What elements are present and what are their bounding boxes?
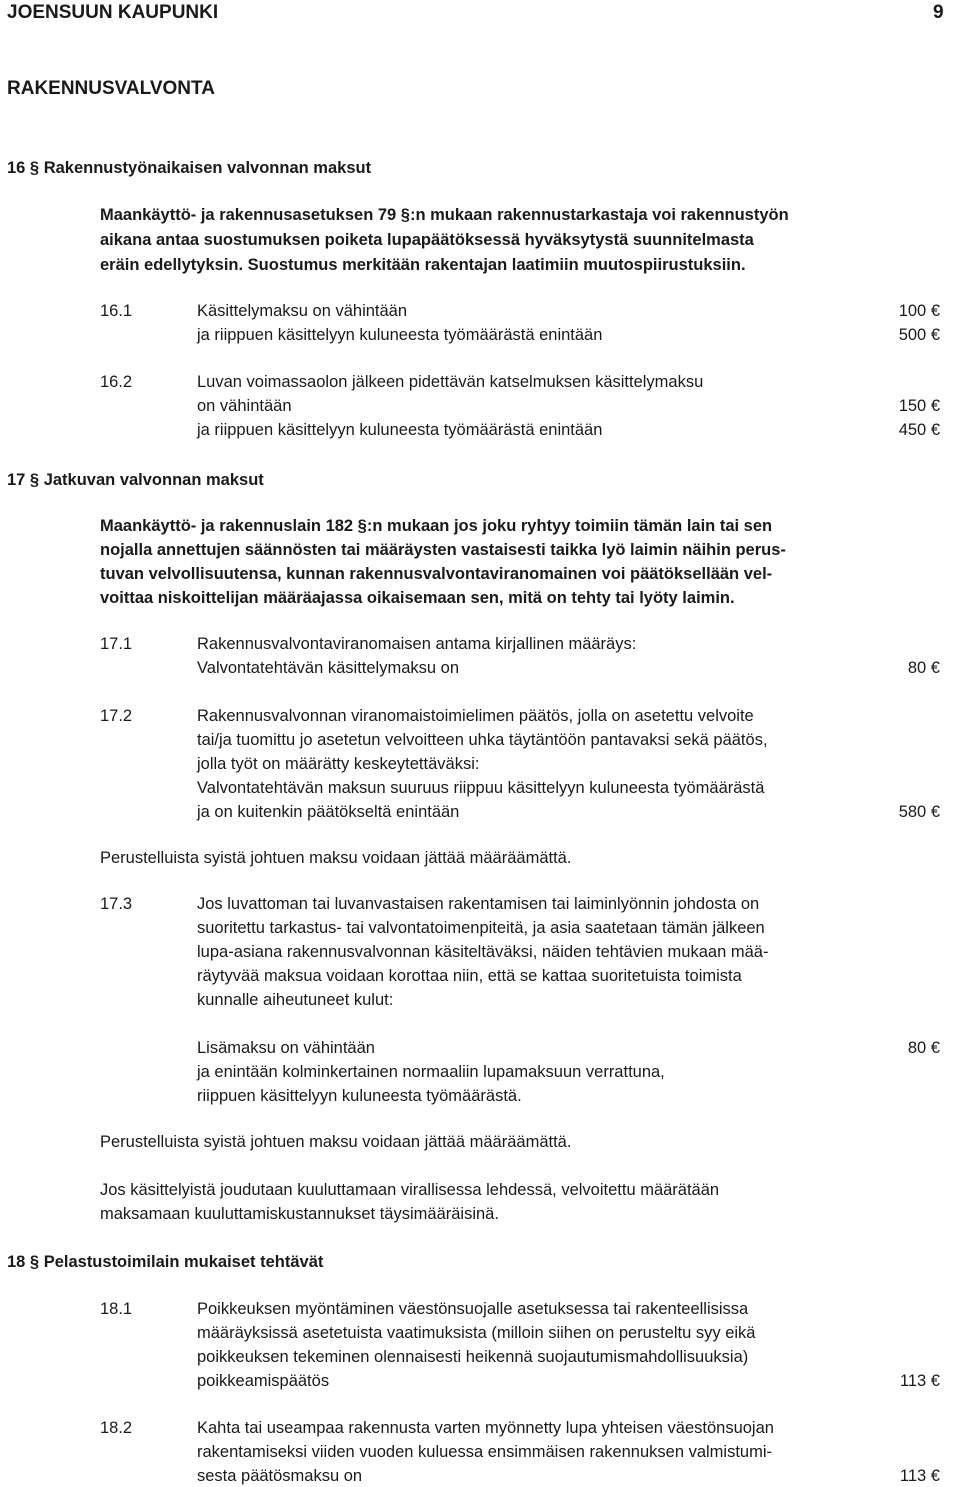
section-17-intro-line: Maankäyttö- ja rakennuslain 182 §:n mukaan jos joku ryhtyy toimiin tämän lain tai sen: [100, 517, 773, 535]
item-17-3-text: ja enintään kolminkertainen normaaliin lupamaksuun verrattuna,: [197, 1063, 665, 1081]
item-number-16-2: 16.2: [100, 373, 133, 391]
note-publication: maksamaan kuuluttamiskustannukset täysimääräisinä.: [100, 1205, 499, 1223]
item-17-1-text: Valvontatehtävän käsittelymaksu on: [197, 659, 460, 677]
item-17-3-text: suoritettu tarkastus- tai valvontatoimenpiteitä, ja asia saatetaan tämän jälkeen: [197, 919, 765, 937]
note-waiver: Perustelluista syistä johtuen maksu voidaan jättää määräämättä.: [100, 1133, 572, 1151]
section-16-intro-line: eräin edellytyksin. Suostumus merkitään rakentajan laatimiin muutospiirustuksiin.: [100, 256, 746, 274]
item-18-2-text: rakentamiseksi viiden vuoden kuluessa ensimmäisen rakennuksen valmistumi-: [197, 1443, 773, 1461]
item-16-1-text: ja riippuen käsittelyyn kuluneesta työmäärästä enintään: [197, 326, 603, 344]
section-16-title: 16 § Rakennustyönaikaisen valvonnan maksut: [7, 159, 372, 177]
item-17-3-amount: 80 €: [907, 1039, 940, 1057]
item-16-1-amount-max: 500 €: [898, 326, 940, 344]
item-18-2-text: sesta päätösmaksu on: [197, 1467, 363, 1485]
item-17-2-text: tai/ja tuomittu jo asetetun velvoitteen uhka täytäntöön pantavaksi sekä päätös,: [197, 731, 768, 749]
item-18-1-text: Poikkeuksen myöntäminen väestönsuojalle asetuksessa tai rakenteellisissa: [197, 1300, 749, 1318]
page-title: RAKENNUSVALVONTA: [7, 78, 215, 99]
section-17-intro-line: tuvan velvollisuutensa, kunnan rakennusvalvontaviranomainen voi päätöksellään vel-: [100, 565, 773, 583]
item-number-17-1: 17.1: [100, 635, 133, 653]
item-18-1-text: poikkeuksen tekeminen olennaisesti heikennä suojautumismahdollisuuksia): [197, 1348, 749, 1366]
item-18-1-text: poikkeamispäätös: [197, 1372, 330, 1390]
section-17-title: 17 § Jatkuvan valvonnan maksut: [7, 471, 264, 489]
item-17-3-text: lupa-asiana rakennusvalvonnan käsiteltäväksi, näiden tehtävien mukaan mää-: [197, 943, 769, 961]
item-number-17-3: 17.3: [100, 895, 133, 913]
item-17-3-text: riippuen käsittelyyn kuluneesta työmäärästä.: [197, 1087, 522, 1105]
section-16-intro-line: Maankäyttö- ja rakennusasetuksen 79 §:n mukaan rakennustarkastaja voi rakennustyön: [100, 206, 789, 224]
item-18-1-amount: 113 €: [899, 1372, 940, 1390]
item-17-3-text: Lisämaksu on vähintään: [197, 1039, 375, 1057]
section-18-title: 18 § Pelastustoimilain mukaiset tehtävät: [7, 1253, 324, 1271]
item-17-3-text: kunnalle aiheutuneet kulut:: [197, 991, 394, 1009]
item-17-1-amount: 80 €: [907, 659, 940, 677]
item-17-2-text: jolla työt on määrätty keskeytettäväksi:: [197, 755, 480, 773]
item-17-3-text: Jos luvattoman tai luvanvastaisen rakentamisen tai laiminlyönnin johdosta on: [197, 895, 760, 913]
item-17-2-text: Valvontatehtävän maksun suuruus riippuu käsittelyyn kuluneesta työmäärästä: [197, 779, 765, 797]
item-17-3-text: räytyvää maksua voidaan korottaa niin, että se kattaa suoritetuista toimista: [197, 967, 742, 985]
item-16-2-text: Luvan voimassaolon jälkeen pidettävän katselmuksen käsittelymaksu: [197, 373, 704, 391]
item-16-2-text: on vähintään: [197, 397, 292, 415]
page-number: 9: [933, 2, 944, 23]
note-waiver: Perustelluista syistä johtuen maksu voidaan jättää määräämättä.: [100, 849, 572, 867]
item-number-18-2: 18.2: [100, 1419, 133, 1437]
item-17-2-text: ja on kuitenkin päätökseltä enintään: [197, 803, 460, 821]
item-16-2-amount-max: 450 €: [898, 421, 940, 439]
item-18-2-amount: 113 €: [899, 1467, 940, 1485]
item-18-1-text: määräyksissä asetetuista vaatimuksista (milloin siihen on perusteltu syy eikä: [197, 1324, 756, 1342]
item-17-1-text: Rakennusvalvontaviranomaisen antama kirjallinen määräys:: [197, 635, 637, 653]
item-number-18-1: 18.1: [100, 1300, 133, 1318]
item-16-1-text: Käsittelymaksu on vähintään: [197, 302, 408, 320]
section-16-intro-line: aikana antaa suostumuksen poiketa lupapäätöksessä hyväksytystä suunnitelmasta: [100, 231, 754, 249]
section-17-intro-line: nojalla annettujen säännösten tai määräysten vastaisesti taikka lyö laimin näihin perus-: [100, 541, 786, 559]
item-17-2-amount: 580 €: [898, 803, 940, 821]
section-17-intro-line: voittaa niskoittelijan määräajassa oikaisemaan sen, mitä on tehty tai lyöty laimin.: [100, 589, 735, 607]
item-16-1-amount-min: 100 €: [898, 302, 940, 320]
item-17-2-text: Rakennusvalvonnan viranomaistoimielimen päätös, jolla on asetettu velvoite: [197, 707, 754, 725]
item-16-2-amount-min: 150 €: [898, 397, 940, 415]
item-18-2-text: Kahta tai useampaa rakennusta varten myönnetty lupa yhteisen väestönsuojan: [197, 1419, 774, 1437]
organization-name: JOENSUUN KAUPUNKI: [7, 2, 219, 23]
item-16-2-text: ja riippuen käsittelyyn kuluneesta työmäärästä enintään: [197, 421, 603, 439]
item-number-16-1: 16.1: [100, 302, 133, 320]
note-publication: Jos käsittelyistä joudutaan kuuluttamaan virallisessa lehdessä, velvoitettu määrätään: [100, 1181, 720, 1199]
item-number-17-2: 17.2: [100, 707, 133, 725]
